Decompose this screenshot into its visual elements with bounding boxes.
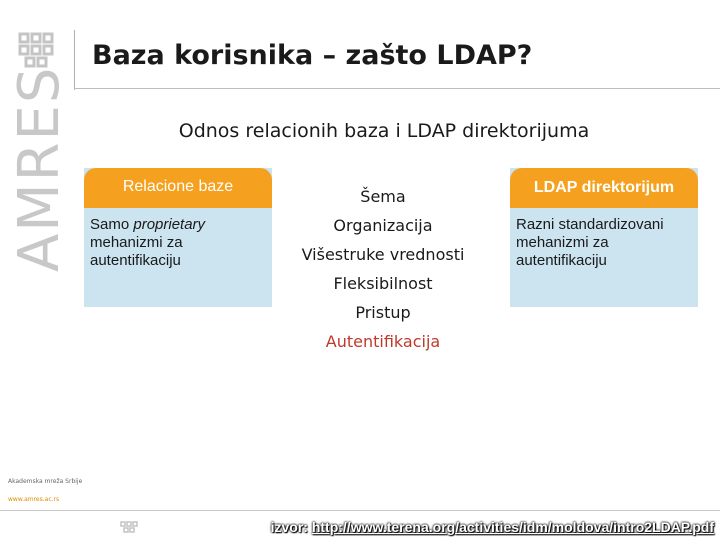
ldap-panel-body: Razni standardizovani mehanizmi za autentifikaciju (516, 216, 664, 269)
footer-org-name: Akademska mreža Srbije (8, 478, 83, 485)
ldap-panel-header: LDAP direktorijum (510, 168, 698, 208)
amres-small-logo-icon (120, 521, 138, 537)
relational-body-rest: mehanizmi za autentifikaciju (90, 234, 183, 269)
relational-panel (84, 168, 272, 307)
relational-body-italic: proprietary (133, 216, 206, 233)
footer-divider (0, 510, 720, 511)
brand-vertical-text: AMRES (7, 65, 72, 272)
slide-title: Baza korisnika – zašto LDAP? (92, 40, 533, 71)
header-divider (74, 88, 720, 89)
criterion-item: Organizacija (333, 216, 433, 235)
relational-panel-header: Relacione baze (84, 168, 272, 208)
criterion-item-highlight: Autentifikacija (325, 332, 441, 351)
criterion-item: Višestruke vrednosti (301, 245, 465, 264)
amres-logo-icon (16, 28, 62, 68)
source-citation (271, 519, 714, 535)
footer-website[interactable]: www.amres.ac.rs (8, 496, 60, 503)
relational-panel-body (84, 208, 272, 278)
criterion-item: Šema (360, 187, 406, 206)
slide-subtitle: Odnos relacionih baza i LDAP direktorijuma (178, 120, 590, 142)
source-label: izvor: (270, 519, 312, 535)
relational-body-prefix: Samo (90, 216, 134, 233)
source-link[interactable]: http://www.terena.org/activities/idm/moldova/intro2LDAP.pdf (311, 519, 714, 535)
ldap-panel (510, 168, 698, 307)
header-divider-vertical (74, 30, 75, 90)
comparison-criteria-list (285, 182, 481, 356)
criterion-item: Fleksibilnost (333, 274, 433, 293)
criterion-item: Pristup (355, 303, 411, 322)
